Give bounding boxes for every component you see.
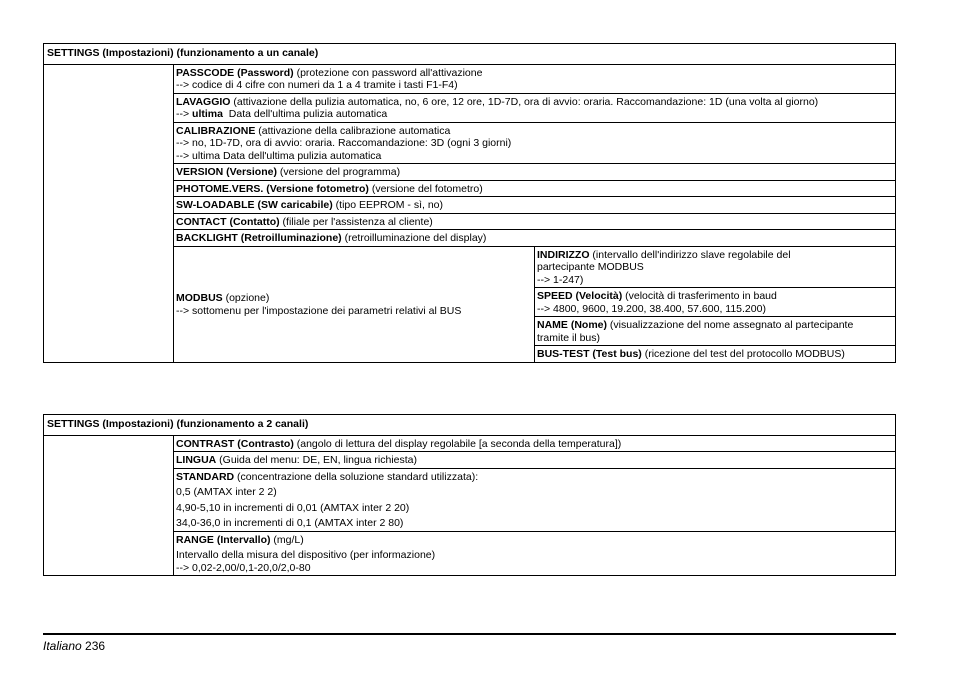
lingua-title: LINGUA — [176, 454, 217, 466]
footer-divider — [43, 633, 896, 635]
standard-line3: 4,90-5,10 in incrementi di 0,01 (AMTAX inter 2 20) — [176, 501, 410, 514]
version-title: VERSION (Versione) — [176, 166, 277, 178]
modbus-line2: --> sottomenu per l'impostazione dei parametri relativi al BUS — [176, 304, 462, 317]
settings-two-channel-table — [43, 414, 896, 576]
calibrazione-line2: --> no, 1D-7D, ora di avvio: oraria. Raccomandazione: 3D (ogni 3 giorni) — [176, 137, 512, 149]
range-title: RANGE (Intervallo) — [176, 533, 271, 546]
indirizzo-desc: (intervallo dell'indirizzo slave regolabile del — [589, 248, 791, 261]
contact-desc: (filiale per l'assistenza al cliente) — [279, 215, 433, 228]
contact-cell — [174, 213, 896, 230]
range-desc: (mg/L) — [270, 533, 304, 546]
table-row — [44, 435, 896, 452]
standard-cell — [174, 468, 896, 531]
footer-language: Italiano — [43, 639, 82, 653]
backlight-desc: (retroilluminazione del display) — [341, 232, 487, 244]
speed-desc: (velocità di trasferimento in baud — [622, 290, 777, 302]
photome-cell — [174, 180, 896, 197]
table-header-row — [44, 44, 896, 65]
table-header-row — [44, 415, 896, 436]
lavaggio-line2-prefix: --> — [176, 108, 193, 120]
passcode-title: PASSCODE (Password) — [176, 66, 294, 79]
table-header: SETTINGS (Impostazioni) (funzionamento a un canale) — [44, 44, 896, 65]
swloadable-desc: (tipo EEPROM - sì, no) — [332, 199, 444, 211]
speed-line2: --> 4800, 9600, 19.200, 38.400, 57.600, 115.200) — [537, 302, 766, 315]
version-desc: (versione del programma) — [276, 166, 401, 178]
lingua-desc: (Guida del menu: DE, EN, lingua richiesta) — [216, 454, 418, 466]
table-row — [44, 64, 896, 93]
lavaggio-desc: (attivazione della pulizia automatica, no, 6 ore, 12 ore, 1D-7D, ora di avvio: oraria. Raccomandazione: 1D (una volta al giorno) — [230, 95, 819, 108]
lavaggio-cell — [174, 93, 896, 122]
version-cell — [174, 164, 896, 181]
indirizzo-line2: partecipante MODBUS — [537, 261, 644, 273]
range-line3: --> 0,02-2,00/0,1-20,0/2,0-80 — [176, 561, 311, 574]
lavaggio-line2-bold: ultima — [192, 108, 223, 120]
bustest-title: BUS-TEST (Test bus) — [537, 348, 642, 360]
standard-desc: (concentrazione della soluzione standard utilizzata): — [234, 470, 479, 483]
page-footer — [43, 639, 105, 653]
standard-title: STANDARD — [176, 470, 235, 483]
contrast-desc: (angolo di lettura del display regolabile [a seconda della temperatura]) — [293, 437, 622, 450]
speed-cell — [535, 288, 896, 317]
range-cell — [174, 531, 896, 576]
modbus-title: MODBUS — [176, 292, 223, 304]
name-title: NAME (Nome) — [537, 319, 607, 331]
contrast-title: CONTRAST (Contrasto) — [176, 437, 294, 450]
name-cell — [535, 317, 896, 346]
contrast-cell — [174, 435, 896, 452]
photome-title: PHOTOME.VERS. (Versione fotometro) — [176, 182, 369, 195]
lingua-cell — [174, 452, 896, 469]
indirizzo-line3: --> 1-247) — [537, 273, 584, 286]
bustest-desc: (ricezione del test del protocollo MODBUS) — [641, 348, 845, 360]
passcode-cell — [174, 64, 896, 93]
contact-title: CONTACT (Contatto) — [176, 215, 280, 228]
passcode-line2: --> codice di 4 cifre con numeri da 1 a 4 tramite i tasti F1-F4) — [176, 79, 458, 91]
passcode-desc: (protezione con password all'attivazione — [293, 66, 483, 79]
calibrazione-cell — [174, 122, 896, 164]
page-number: 236 — [81, 639, 106, 653]
lavaggio-title: LAVAGGIO — [176, 95, 231, 108]
range-line2: Intervallo della misura del dispositivo (per informazione) — [176, 549, 436, 561]
modbus-desc: (opzione) — [222, 292, 270, 304]
backlight-title: BACKLIGHT (Retroilluminazione) — [176, 232, 342, 244]
table-header: SETTINGS (Impostazioni) (funzionamento a 2 canali) — [44, 415, 896, 436]
indirizzo-title: INDIRIZZO — [537, 248, 590, 261]
name-line2: tramite il bus) — [537, 331, 601, 344]
swloadable-title: SW-LOADABLE (SW caricabile) — [176, 199, 333, 211]
standard-line4: 34,0-36,0 in incrementi di 0,1 (AMTAX inter 2 80) — [176, 517, 404, 529]
photome-desc: (versione del fotometro) — [368, 182, 483, 195]
calibrazione-desc: (attivazione della calibrazione automatica — [255, 124, 451, 137]
swloadable-cell — [174, 197, 896, 214]
indirizzo-cell — [535, 246, 896, 288]
calibrazione-line3: --> ultima Data dell'ultima pulizia automatica — [176, 149, 382, 162]
empty-cell — [44, 435, 174, 576]
backlight-cell — [174, 230, 896, 247]
name-desc: (visualizzazione del nome assegnato al partecipante — [607, 319, 854, 331]
speed-title: SPEED (Velocità) — [537, 290, 623, 302]
modbus-cell — [174, 246, 535, 362]
standard-line2: 0,5 (AMTAX inter 2 2) — [176, 486, 277, 498]
calibrazione-title: CALIBRAZIONE — [176, 124, 256, 137]
empty-cell — [44, 64, 174, 362]
bustest-cell — [535, 346, 896, 363]
settings-one-channel-table — [43, 43, 896, 363]
lavaggio-line2-rest: Data dell'ultima pulizia automatica — [222, 108, 388, 120]
